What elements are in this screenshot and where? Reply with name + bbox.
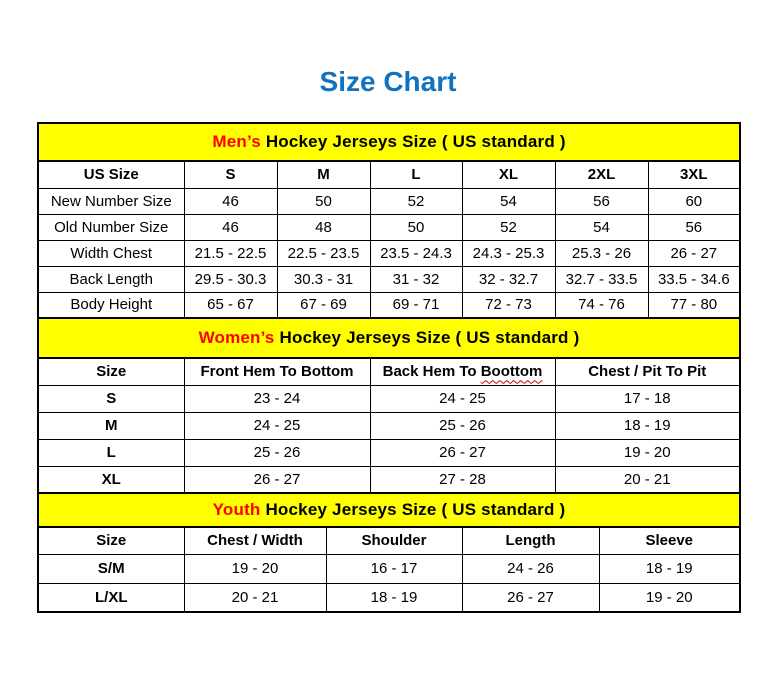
table-cell: 32.7 - 33.5 [555, 266, 648, 292]
table-cell: 67 - 69 [277, 292, 370, 318]
table-cell: 52 [370, 188, 462, 214]
table-cell: 24 - 25 [370, 385, 555, 412]
table-cell: 77 - 80 [648, 292, 740, 318]
table-cell: 24 - 26 [462, 554, 599, 583]
table-row [38, 214, 740, 240]
column-header-text: Back Hem To [382, 363, 481, 381]
table-cell: 17 - 18 [555, 385, 740, 412]
table-cell: 56 [555, 188, 648, 214]
mens-header-row [38, 161, 740, 188]
column-header: Length [462, 527, 599, 554]
column-header: Chest / Width [184, 527, 326, 554]
column-header: 3XL [648, 161, 740, 188]
table-row [38, 412, 740, 439]
row-header-cell: S/M [38, 554, 184, 583]
table-cell: 33.5 - 34.6 [648, 266, 740, 292]
table-cell: 50 [370, 214, 462, 240]
row-header-cell: L/XL [38, 583, 184, 612]
table-cell: 25 - 26 [370, 412, 555, 439]
misspelled-word: Boottom [480, 363, 543, 381]
row-header-cell: XL [38, 466, 184, 493]
row-header-cell: Width Chest [38, 240, 184, 266]
size-chart [37, 122, 739, 613]
table-row [38, 188, 740, 214]
table-row [38, 439, 740, 466]
column-header: M [277, 161, 370, 188]
table-row [38, 554, 740, 583]
column-header: US Size [38, 161, 184, 188]
row-header-cell: Body Height [38, 292, 184, 318]
table-cell: 18 - 19 [599, 554, 740, 583]
table-cell: 31 - 32 [370, 266, 462, 292]
womens-size-table [37, 317, 741, 494]
youth-size-table [37, 492, 741, 613]
column-header: L [370, 161, 462, 188]
table-row [38, 292, 740, 318]
womens-title-highlight: Women’s [198, 328, 275, 347]
mens-title-highlight: Men’s [212, 132, 261, 151]
column-header: 2XL [555, 161, 648, 188]
youth-table-title-row [38, 493, 740, 527]
column-header: Size [38, 527, 184, 554]
table-cell: 19 - 20 [555, 439, 740, 466]
youth-title-highlight: Youth [212, 500, 261, 519]
table-cell: 26 - 27 [462, 583, 599, 612]
table-cell: 60 [648, 188, 740, 214]
mens-table-title [38, 123, 740, 161]
table-cell: 26 - 27 [648, 240, 740, 266]
column-header [370, 358, 555, 385]
table-cell: 18 - 19 [326, 583, 462, 612]
table-cell: 74 - 76 [555, 292, 648, 318]
column-header: Shoulder [326, 527, 462, 554]
table-cell: 56 [648, 214, 740, 240]
table-cell: 19 - 20 [184, 554, 326, 583]
table-cell: 23.5 - 24.3 [370, 240, 462, 266]
row-header-cell: M [38, 412, 184, 439]
table-cell: 54 [462, 188, 555, 214]
table-cell: 52 [462, 214, 555, 240]
table-row [38, 583, 740, 612]
table-cell: 16 - 17 [326, 554, 462, 583]
table-cell: 25 - 26 [184, 439, 370, 466]
table-cell: 48 [277, 214, 370, 240]
table-cell: 24.3 - 25.3 [462, 240, 555, 266]
table-cell: 72 - 73 [462, 292, 555, 318]
table-cell: 26 - 27 [184, 466, 370, 493]
column-header: S [184, 161, 277, 188]
table-row [38, 266, 740, 292]
table-cell: 46 [184, 214, 277, 240]
womens-table-title-row [38, 318, 740, 358]
womens-table-title [38, 318, 740, 358]
column-header: Size [38, 358, 184, 385]
table-cell: 20 - 21 [184, 583, 326, 612]
row-header-cell: Old Number Size [38, 214, 184, 240]
table-cell: 46 [184, 188, 277, 214]
table-cell: 27 - 28 [370, 466, 555, 493]
table-row [38, 466, 740, 493]
page-title: Size Chart [319, 66, 457, 97]
youth-table-title [38, 493, 740, 527]
table-row [38, 240, 740, 266]
table-cell: 26 - 27 [370, 439, 555, 466]
mens-title-rest: Hockey Jerseys Size ( US standard ) [260, 132, 566, 151]
youth-title-rest: Hockey Jerseys Size ( US standard ) [260, 500, 566, 519]
mens-size-table [37, 122, 741, 319]
column-header: XL [462, 161, 555, 188]
womens-header-row [38, 358, 740, 385]
table-cell: 65 - 67 [184, 292, 277, 318]
table-cell: 20 - 21 [555, 466, 740, 493]
womens-title-rest: Hockey Jerseys Size ( US standard ) [274, 328, 580, 347]
table-cell: 29.5 - 30.3 [184, 266, 277, 292]
table-cell: 32 - 32.7 [462, 266, 555, 292]
column-header: Chest / Pit To Pit [555, 358, 740, 385]
column-header: Front Hem To Bottom [184, 358, 370, 385]
table-cell: 69 - 71 [370, 292, 462, 318]
table-cell: 50 [277, 188, 370, 214]
table-cell: 21.5 - 22.5 [184, 240, 277, 266]
row-header-cell: Back Length [38, 266, 184, 292]
table-row [38, 385, 740, 412]
table-cell: 24 - 25 [184, 412, 370, 439]
table-cell: 22.5 - 23.5 [277, 240, 370, 266]
mens-table-title-row [38, 123, 740, 161]
youth-header-row [38, 527, 740, 554]
table-cell: 23 - 24 [184, 385, 370, 412]
table-cell: 25.3 - 26 [555, 240, 648, 266]
table-cell: 54 [555, 214, 648, 240]
table-cell: 18 - 19 [555, 412, 740, 439]
row-header-cell: S [38, 385, 184, 412]
row-header-cell: New Number Size [38, 188, 184, 214]
table-cell: 30.3 - 31 [277, 266, 370, 292]
table-cell: 19 - 20 [599, 583, 740, 612]
column-header: Sleeve [599, 527, 740, 554]
row-header-cell: L [38, 439, 184, 466]
